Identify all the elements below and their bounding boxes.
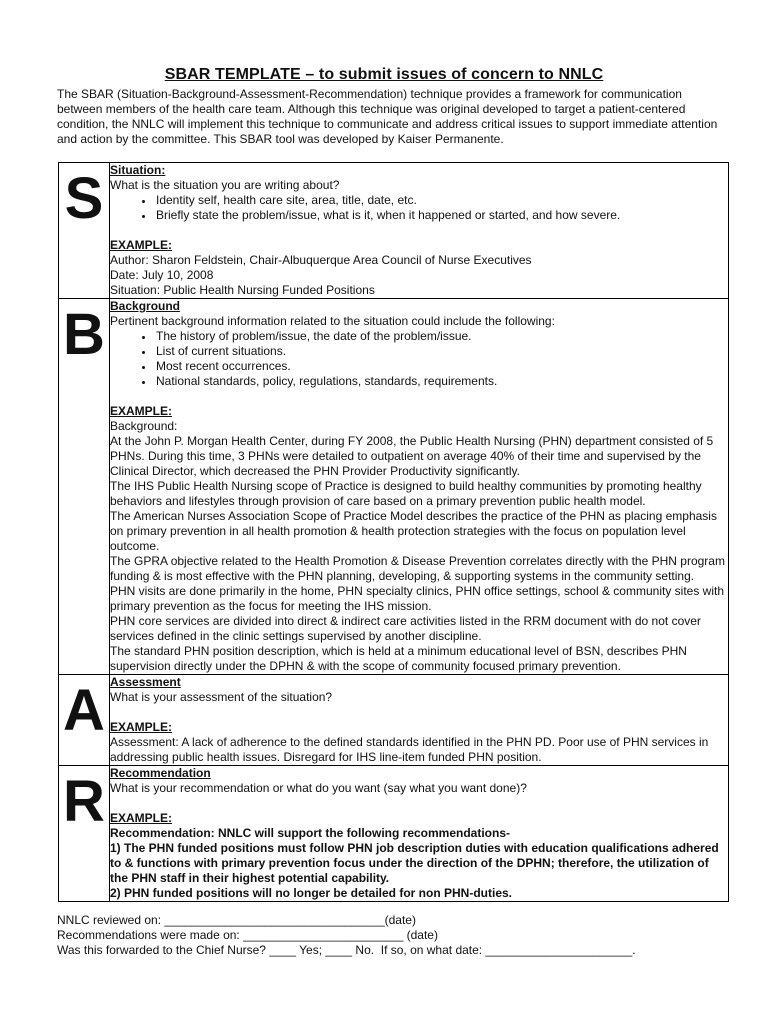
- background-example-line: The GPRA objective related to the Health Promotion & Disease Prevention correlates directly with the PHN program funding & is most effective with the PHN planning, developing, & supporting systems in the community setting.: [110, 554, 725, 583]
- intro-paragraph: [57, 87, 727, 147]
- background-heading: Background: [110, 299, 181, 313]
- situation-letter: S: [64, 166, 104, 231]
- assessment-content: [110, 675, 729, 766]
- assessment-example-line: Assessment: A lack of adherence to the defined standards identified in the PHN PD. Poor use of PHN services in addressing public health issues. Disregard for IHS line-item funded PHN position.: [110, 735, 709, 764]
- recommendation-example-line: Recommendation: NNLC will support the following recommendations-: [110, 826, 511, 840]
- footer: [57, 913, 737, 958]
- situation-content: [110, 163, 729, 299]
- recommendation-example-line: 2) PHN funded positions will no longer be detailed for non PHN-duties.: [110, 886, 513, 900]
- assessment-example-heading: EXAMPLE:: [110, 720, 173, 734]
- recommendation-row: [59, 766, 729, 902]
- forwarded-line: Was this forwarded to the Chief Nurse? ____ Yes; ____ No. If so, on what date: ______________________.: [57, 943, 636, 957]
- background-prompt: Pertinent background information related to the situation could include the following:: [110, 314, 555, 328]
- situation-example-line: Date: July 10, 2008: [110, 268, 214, 282]
- background-example-line: The American Nurses Association Scope of Practice Model describes the practice of the PHN as placing emphasis on primary prevention in all health promotion & health protection strategies with the focus on population level outcome.: [110, 509, 717, 553]
- background-letter: B: [63, 302, 105, 367]
- recommendation-prompt: What is your recommendation or what do you want (say what you want done)?: [110, 781, 527, 795]
- background-example-line: The IHS Public Health Nursing scope of Practice is designed to build healthy communities by promoting healthy behaviors and lifestyles through provision of care based on a primary prevention public health model.: [110, 479, 702, 508]
- background-example-line: PHN core services are divided into direct & indirect care activities listed in the RRM document with do not cover services defined in the clinic settings supervised by another discipline.: [110, 614, 701, 643]
- situation-example-line: Situation: Public Health Nursing Funded Positions: [110, 283, 375, 297]
- background-example-line: Background:: [110, 419, 178, 433]
- reviewed-line: NNLC reviewed on: _________________________________(date): [57, 913, 416, 927]
- background-example-line: The standard PHN position description, which is held at a minimum educational level of BSN, describes PHN supervision directly under the DPHN & with the scope of community focused primary prevention.: [110, 644, 687, 673]
- recommendation-example-line: 1) The PHN funded positions must follow PHN job description duties with education qualifications adhered to & functions with primary prevention focus under the direction of the DPHN; therefore, the utilization of the PHN staff in their highest potential capability.: [110, 841, 719, 885]
- situation-bullets: [110, 193, 728, 223]
- sbar-table: [58, 162, 729, 902]
- assessment-letter: A: [63, 678, 105, 743]
- page-title: SBAR TEMPLATE – to submit issues of concern to NNLC: [164, 66, 604, 83]
- situation-row: [59, 163, 729, 299]
- situation-example-heading: EXAMPLE:: [110, 238, 173, 252]
- list-item: • National standards, policy, regulations, standards, requirements.: [154, 374, 728, 389]
- recommendation-example-heading: EXAMPLE:: [110, 811, 173, 825]
- situation-heading: Situation:: [110, 163, 166, 177]
- recommendation-letter: R: [63, 769, 105, 834]
- situation-example-line: Author: Sharon Feldstein, Chair-Albuquerque Area Council of Nurse Executives: [110, 253, 532, 267]
- list-item: • List of current situations.: [154, 344, 728, 359]
- assessment-prompt: What is your assessment of the situation?: [110, 690, 333, 704]
- assessment-heading: Assessment: [110, 675, 181, 689]
- assessment-row: [59, 675, 729, 766]
- background-bullets: [110, 329, 728, 389]
- background-row: [59, 299, 729, 675]
- background-example-line: At the John P. Morgan Health Center, during FY 2008, the Public Health Nursing (PHN) department consisted of 5 PHNs. During this time, 3 PHNs were detailed to outpatient on average 40% of their time and supervised by the Clinical Director, which decreased the PHN Provider Productivity significantly.: [110, 434, 714, 478]
- recommendation-content: [110, 766, 729, 902]
- recommendations-line: Recommendations were made on: ________________________ (date): [57, 928, 438, 942]
- list-item: • Identity self, health care site, area, title, date, etc.: [154, 193, 728, 208]
- background-content: [110, 299, 729, 675]
- intro-text: The SBAR (Situation-Background-Assessment-Recommendation) technique provides a framework for communication between members of the health care team. Although this technique was original developed to target a patient-centered condition, the NNLC will implement this technique to communicate and address critical issues to support immediate attention and action by the committee. This SBAR tool was developed by Kaiser Permanente.: [57, 87, 718, 146]
- background-example-line: PHN visits are done primarily in the home, PHN specialty clinics, PHN office settings, school & community sites with primary prevention as the focus for meeting the IHS mission.: [110, 584, 724, 613]
- recommendation-heading: Recommendation: [110, 766, 211, 780]
- situation-prompt: What is the situation you are writing about?: [110, 178, 340, 192]
- list-item: • Briefly state the problem/issue, what is it, when it happened or started, and how severe.: [154, 208, 728, 223]
- list-item: • Most recent occurrences.: [154, 359, 728, 374]
- list-item: • The history of problem/issue, the date of the problem/issue.: [154, 329, 728, 344]
- background-example-heading: EXAMPLE:: [110, 404, 173, 418]
